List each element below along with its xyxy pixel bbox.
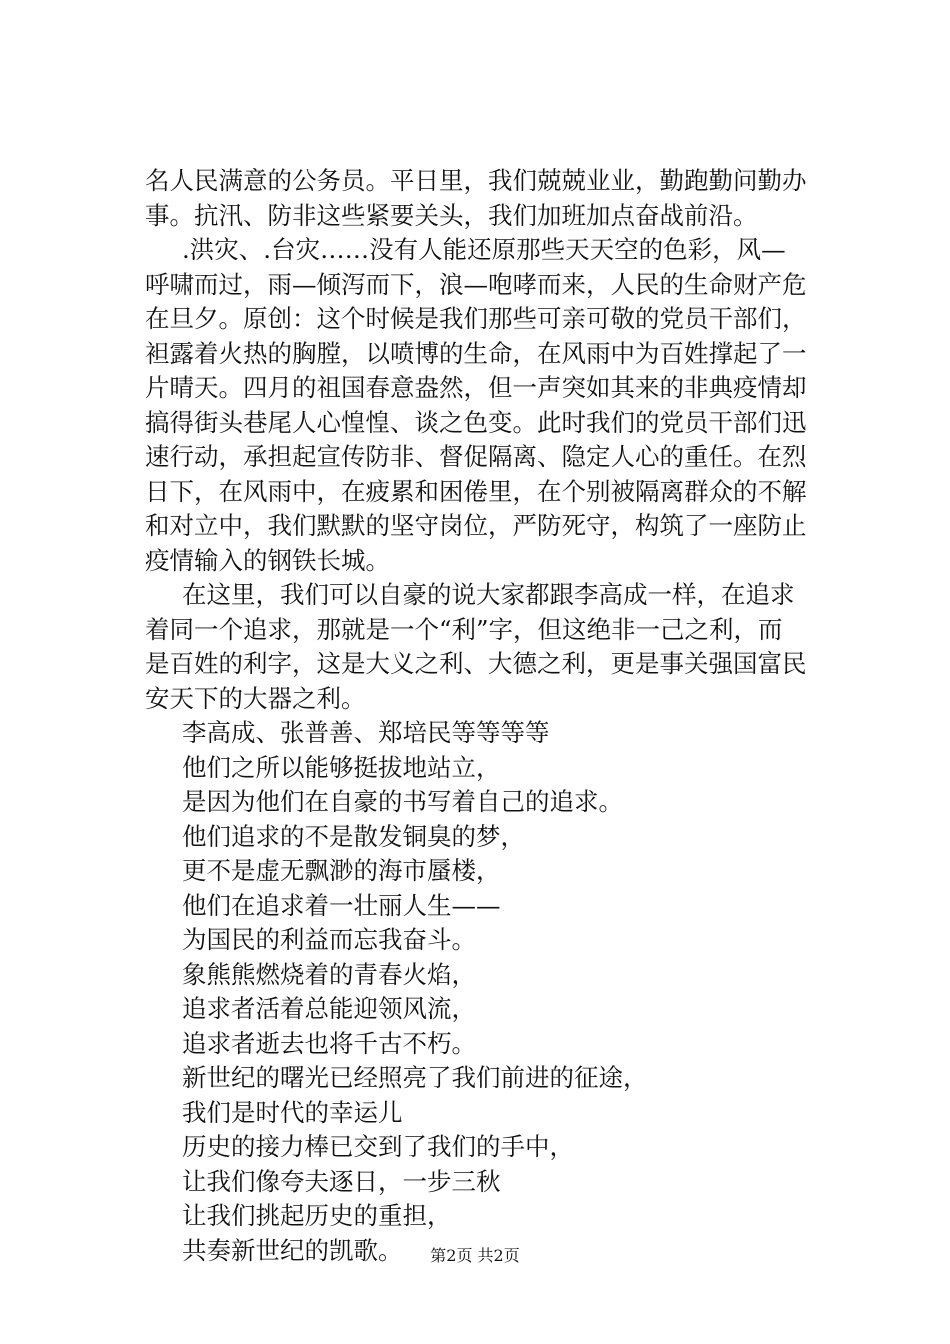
- poem-line: 他们追求的不是散发铜臭的梦，: [182, 821, 525, 851]
- text-line: 疫情输入的钢铁长城。: [145, 545, 390, 575]
- paragraph-1: [145, 164, 817, 233]
- text-line: 事。抗汛、防非这些紧要关头，我们加班加点奋战前沿。: [145, 200, 758, 230]
- text-line: 着同一个追求，那就是一个“利”字，但这绝非一己之利，而: [145, 614, 783, 644]
- poem-line: 追求者逝去也将千古不朽。: [182, 1028, 476, 1058]
- text-line: .洪灾、.台灾……没有人能还原那些天天空的色彩，风—: [182, 235, 786, 264]
- text-line: 速行动，承担起宣传防非、督促隔离、隐定人心的重任。在烈: [145, 442, 807, 471]
- text-line: 名人民满意的公务员。平日里，我们兢兢业业，勤跑勤问勤办: [145, 166, 807, 195]
- text-line: 呼啸而过，雨—倾泻而下，浪—咆哮而来，人民的生命财产危: [145, 269, 807, 299]
- paragraph-3: [145, 578, 817, 716]
- poem-line: 更不是虚无飘渺的海市蜃楼，: [182, 856, 501, 885]
- poem-line: 是因为他们在自豪的书写着自己的追求。: [182, 787, 623, 816]
- text-line: 日下，在风雨中，在疲累和困倦里，在个别被隔离群众的不解: [145, 476, 807, 506]
- poem-line: 新世纪的曙光已经照亮了我们前进的征途，: [182, 1063, 648, 1092]
- poem-line: 象熊熊燃烧着的青春火焰，: [182, 959, 476, 989]
- poem-line: 让我们挑起历史的重担，: [182, 1201, 452, 1230]
- text-line: 在旦夕。原创：这个时候是我们那些可亲可敬的党员干部们，: [145, 304, 807, 333]
- text-line: 和对立中，我们默默的坚守岗位，严防死守，构筑了一座防止: [145, 511, 807, 540]
- text-line: 在这里，我们可以自豪的说大家都跟李高成一样，在追求: [182, 580, 795, 609]
- poem-line: 他们之所以能够挺拔地站立，: [182, 752, 501, 782]
- paragraph-2: [145, 233, 817, 578]
- poem-line: 为国民的利益而忘我奋斗。: [182, 925, 476, 954]
- poem-line: 他们在追求着一壮丽人生——: [182, 890, 501, 920]
- poem: [145, 716, 817, 1268]
- text-line: 搞得街头巷尾人心惶惶、谈之色变。此时我们的党员干部们迅: [145, 407, 807, 437]
- poem-line: 李高成、张普善、郑培民等等等等: [182, 718, 550, 747]
- poem-line: 让我们像夸夫逐日，一步三秋: [182, 1166, 501, 1196]
- poem-line: 追求者活着总能迎领风流，: [182, 994, 476, 1023]
- text-line: 是百姓的利字，这是大义之利、大德之利，更是事关强国富民: [145, 649, 807, 678]
- page-number-footer: 第2页 共2页: [430, 1246, 520, 1265]
- document-body: [145, 164, 817, 1268]
- text-line: 袒露着火热的胸膛，以喷博的生命，在风雨中为百姓撑起了一: [145, 338, 807, 368]
- text-line: 片晴天。四月的祖国春意盎然，但一声突如其来的非典疫情却: [145, 373, 807, 402]
- poem-line: 共奏新世纪的凯歌。: [182, 1235, 403, 1265]
- poem-line: 我们是时代的幸运儿: [182, 1097, 403, 1127]
- poem-line: 历史的接力棒已交到了我们的手中，: [182, 1132, 574, 1161]
- text-line: 安天下的大器之利。: [145, 683, 366, 713]
